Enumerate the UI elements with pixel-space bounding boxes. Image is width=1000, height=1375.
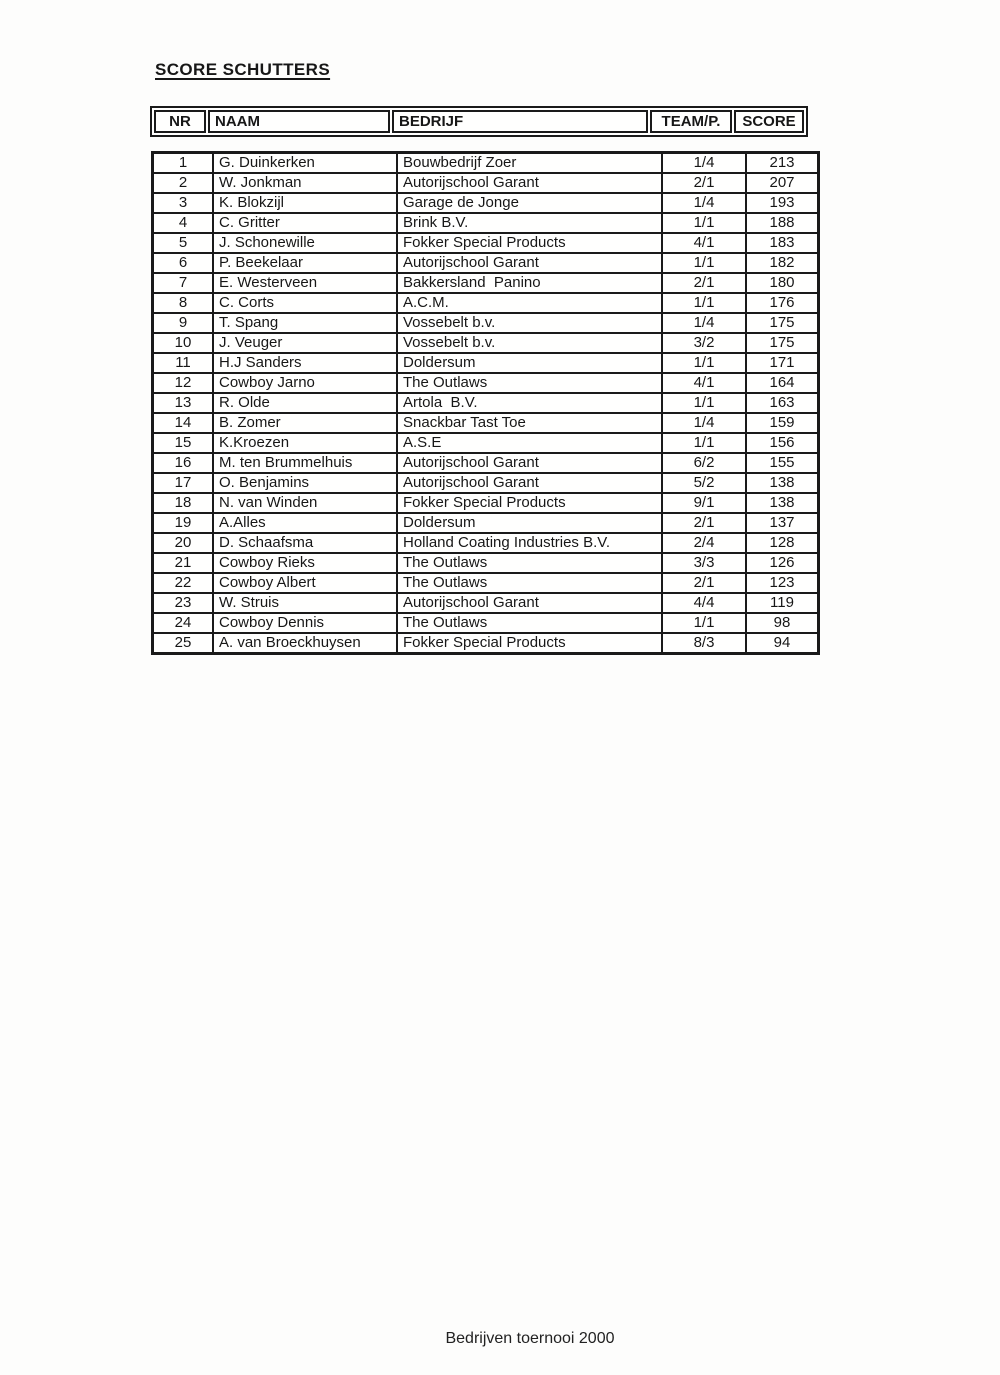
cell-naam: N. van Winden <box>213 493 397 513</box>
cell-score: 175 <box>746 333 819 353</box>
cell-team: 2/1 <box>662 273 746 293</box>
cell-naam: C. Gritter <box>213 213 397 233</box>
table-row <box>153 313 819 333</box>
cell-nr: 16 <box>153 453 214 473</box>
cell-team: 9/1 <box>662 493 746 513</box>
table-row <box>153 553 819 573</box>
header-cell-nr: NR <box>154 110 206 133</box>
cell-nr: 9 <box>153 313 214 333</box>
score-table-header <box>150 106 808 137</box>
cell-team: 1/1 <box>662 253 746 273</box>
table-row <box>153 393 819 413</box>
cell-bedrijf: Bouwbedrijf Zoer <box>397 153 662 174</box>
cell-naam: Cowboy Jarno <box>213 373 397 393</box>
cell-team: 1/4 <box>662 153 746 174</box>
cell-score: 180 <box>746 273 819 293</box>
table-row <box>153 493 819 513</box>
cell-bedrijf: Fokker Special Products <box>397 233 662 253</box>
cell-nr: 3 <box>153 193 214 213</box>
table-row <box>153 253 819 273</box>
cell-naam: B. Zomer <box>213 413 397 433</box>
cell-bedrijf: Vossebelt b.v. <box>397 313 662 333</box>
header-cell-naam: NAAM <box>208 110 390 133</box>
cell-nr: 8 <box>153 293 214 313</box>
page-title: SCORE SCHUTTERS <box>155 60 331 79</box>
cell-team: 2/1 <box>662 513 746 533</box>
table-row <box>153 613 819 633</box>
cell-nr: 21 <box>153 553 214 573</box>
cell-naam: T. Spang <box>213 313 397 333</box>
cell-bedrijf: Autorijschool Garant <box>397 173 662 193</box>
cell-naam: Cowboy Rieks <box>213 553 397 573</box>
cell-team: 2/4 <box>662 533 746 553</box>
cell-bedrijf: Doldersum <box>397 513 662 533</box>
table-row <box>153 153 819 174</box>
cell-score: 126 <box>746 553 819 573</box>
cell-bedrijf: Autorijschool Garant <box>397 453 662 473</box>
cell-team: 1/4 <box>662 313 746 333</box>
cell-team: 4/1 <box>662 233 746 253</box>
cell-nr: 13 <box>153 393 214 413</box>
cell-nr: 23 <box>153 593 214 613</box>
cell-score: 188 <box>746 213 819 233</box>
cell-bedrijf: Autorijschool Garant <box>397 253 662 273</box>
cell-naam: D. Schaafsma <box>213 533 397 553</box>
table-row <box>153 473 819 493</box>
cell-nr: 15 <box>153 433 214 453</box>
cell-nr: 20 <box>153 533 214 553</box>
cell-team: 5/2 <box>662 473 746 493</box>
cell-nr: 22 <box>153 573 214 593</box>
cell-bedrijf: Snackbar Tast Toe <box>397 413 662 433</box>
cell-team: 1/1 <box>662 353 746 373</box>
cell-nr: 24 <box>153 613 214 633</box>
cell-naam: C. Corts <box>213 293 397 313</box>
cell-bedrijf: A.S.E <box>397 433 662 453</box>
cell-team: 2/1 <box>662 173 746 193</box>
cell-team: 1/1 <box>662 393 746 413</box>
cell-nr: 2 <box>153 173 214 193</box>
table-row <box>153 413 819 433</box>
cell-nr: 12 <box>153 373 214 393</box>
cell-team: 6/2 <box>662 453 746 473</box>
cell-score: 128 <box>746 533 819 553</box>
cell-nr: 7 <box>153 273 214 293</box>
cell-nr: 14 <box>153 413 214 433</box>
cell-score: 123 <box>746 573 819 593</box>
table-row <box>153 333 819 353</box>
table-row <box>153 373 819 393</box>
table-row <box>153 433 819 453</box>
cell-score: 155 <box>746 453 819 473</box>
cell-naam: A.Alles <box>213 513 397 533</box>
cell-score: 156 <box>746 433 819 453</box>
cell-naam: H.J Sanders <box>213 353 397 373</box>
cell-naam: M. ten Brummelhuis <box>213 453 397 473</box>
cell-naam: A. van Broeckhuysen <box>213 633 397 654</box>
cell-bedrijf: Garage de Jonge <box>397 193 662 213</box>
cell-score: 193 <box>746 193 819 213</box>
cell-team: 1/1 <box>662 613 746 633</box>
cell-bedrijf: Fokker Special Products <box>397 633 662 654</box>
table-row <box>153 173 819 193</box>
table-row <box>153 453 819 473</box>
cell-score: 207 <box>746 173 819 193</box>
header-cell-score: SCORE <box>734 110 804 133</box>
cell-naam: K.Kroezen <box>213 433 397 453</box>
cell-naam: E. Westerveen <box>213 273 397 293</box>
cell-score: 171 <box>746 353 819 373</box>
cell-team: 1/1 <box>662 433 746 453</box>
cell-score: 213 <box>746 153 819 174</box>
cell-nr: 1 <box>153 153 214 174</box>
table-row <box>153 213 819 233</box>
cell-naam: Cowboy Albert <box>213 573 397 593</box>
cell-bedrijf: Fokker Special Products <box>397 493 662 513</box>
cell-naam: J. Veuger <box>213 333 397 353</box>
cell-naam: W. Jonkman <box>213 173 397 193</box>
cell-bedrijf: Holland Coating Industries B.V. <box>397 533 662 553</box>
table-row <box>153 273 819 293</box>
cell-bedrijf: A.C.M. <box>397 293 662 313</box>
cell-score: 164 <box>746 373 819 393</box>
cell-nr: 6 <box>153 253 214 273</box>
cell-naam: K. Blokzijl <box>213 193 397 213</box>
cell-bedrijf: The Outlaws <box>397 373 662 393</box>
cell-team: 4/4 <box>662 593 746 613</box>
cell-team: 1/1 <box>662 213 746 233</box>
cell-bedrijf: Artola B.V. <box>397 393 662 413</box>
table-row <box>153 633 819 654</box>
cell-score: 137 <box>746 513 819 533</box>
cell-team: 2/1 <box>662 573 746 593</box>
cell-bedrijf: The Outlaws <box>397 613 662 633</box>
cell-naam: W. Struis <box>213 593 397 613</box>
cell-team: 3/3 <box>662 553 746 573</box>
cell-team: 1/1 <box>662 293 746 313</box>
cell-naam: P. Beekelaar <box>213 253 397 273</box>
cell-score: 182 <box>746 253 819 273</box>
cell-naam: Cowboy Dennis <box>213 613 397 633</box>
cell-team: 4/1 <box>662 373 746 393</box>
cell-nr: 10 <box>153 333 214 353</box>
cell-naam: G. Duinkerken <box>213 153 397 174</box>
header-cell-bedrijf: BEDRIJF <box>392 110 648 133</box>
cell-team: 1/4 <box>662 193 746 213</box>
cell-nr: 18 <box>153 493 214 513</box>
cell-nr: 5 <box>153 233 214 253</box>
cell-team: 1/4 <box>662 413 746 433</box>
table-row <box>153 573 819 593</box>
cell-score: 176 <box>746 293 819 313</box>
cell-bedrijf: Autorijschool Garant <box>397 593 662 613</box>
cell-bedrijf: Brink B.V. <box>397 213 662 233</box>
footer-text: Bedrijven toernooi 2000 <box>445 1330 615 1347</box>
cell-nr: 17 <box>153 473 214 493</box>
cell-nr: 4 <box>153 213 214 233</box>
score-table <box>151 151 820 655</box>
cell-bedrijf: Doldersum <box>397 353 662 373</box>
table-row <box>153 233 819 253</box>
cell-bedrijf: Bakkersland Panino <box>397 273 662 293</box>
cell-bedrijf: Autorijschool Garant <box>397 473 662 493</box>
table-row <box>153 593 819 613</box>
cell-score: 119 <box>746 593 819 613</box>
table-row <box>153 193 819 213</box>
cell-naam: R. Olde <box>213 393 397 413</box>
cell-nr: 11 <box>153 353 214 373</box>
cell-bedrijf: Vossebelt b.v. <box>397 333 662 353</box>
cell-bedrijf: The Outlaws <box>397 573 662 593</box>
cell-score: 175 <box>746 313 819 333</box>
cell-nr: 19 <box>153 513 214 533</box>
cell-score: 183 <box>746 233 819 253</box>
cell-bedrijf: The Outlaws <box>397 553 662 573</box>
cell-score: 94 <box>746 633 819 654</box>
cell-nr: 25 <box>153 633 214 654</box>
table-row <box>153 513 819 533</box>
cell-score: 159 <box>746 413 819 433</box>
cell-team: 8/3 <box>662 633 746 654</box>
header-cell-team-p: TEAM/P. <box>650 110 732 133</box>
score-table-body <box>153 153 819 654</box>
cell-score: 98 <box>746 613 819 633</box>
cell-naam: J. Schonewille <box>213 233 397 253</box>
cell-score: 163 <box>746 393 819 413</box>
cell-naam: O. Benjamins <box>213 473 397 493</box>
cell-team: 3/2 <box>662 333 746 353</box>
table-row <box>153 293 819 313</box>
cell-score: 138 <box>746 493 819 513</box>
cell-score: 138 <box>746 473 819 493</box>
table-row <box>153 353 819 373</box>
table-row <box>153 533 819 553</box>
